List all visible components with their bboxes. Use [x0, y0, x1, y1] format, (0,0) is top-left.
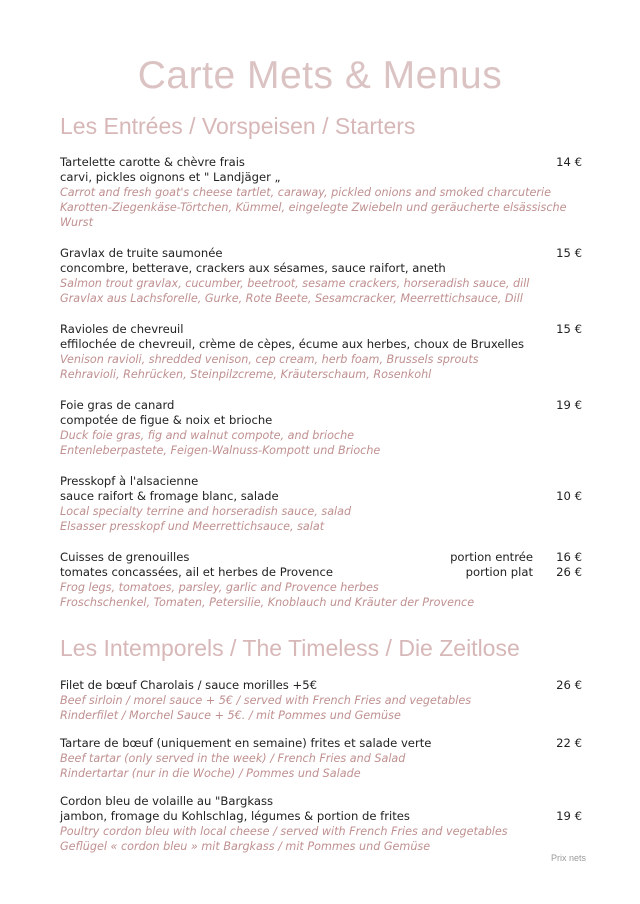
dish-translation	[60, 504, 600, 519]
line-text: Wurst	[60, 216, 93, 229]
line-text: Venison ravioli, shredded venison, cep cream, herb foam, Brussels sprouts	[60, 353, 479, 366]
dish-translation	[60, 428, 600, 443]
dish-translation	[60, 751, 600, 766]
dish-description	[60, 170, 600, 185]
menu-item	[60, 550, 600, 610]
price: 15 €	[556, 246, 582, 260]
line-text: Entenleberpastete, Feigen-Walnuss-Kompott und Brioche	[60, 444, 381, 457]
menu-item	[60, 794, 600, 854]
dish-translation	[60, 200, 600, 215]
line-text: compotée de figue & noix et brioche	[60, 413, 273, 427]
line-text: effilochée de chevreuil, crème de cèpes, écume aux herbes, choux de Bruxelles	[60, 337, 525, 351]
dish-translation	[60, 824, 600, 839]
line-text: Tartare de bœuf (uniquement en semaine) frites et salade verte	[60, 736, 432, 750]
dish-name	[60, 246, 600, 261]
dish-translation	[60, 580, 600, 595]
line-text: Foie gras de canard	[60, 398, 175, 412]
line-text: carvi, pickles oignons et " Landjäger „	[60, 170, 281, 184]
line-text: Rinderfilet / Morchel Sauce + 5€. / mit Pommes und Gemüse	[60, 709, 401, 722]
section-starters	[60, 111, 600, 626]
dish-name	[60, 322, 600, 337]
menu-items	[60, 678, 600, 854]
line-text: Tartelette carotte & chèvre frais	[60, 155, 245, 169]
line-text: Carrot and fresh goat's cheese tartlet, caraway, pickled onions and smoked charcuterie	[60, 186, 551, 199]
dish-name	[60, 550, 600, 565]
dish-name	[60, 736, 600, 751]
portion-label: portion plat	[465, 565, 533, 579]
footer-note: Prix nets	[550, 853, 586, 863]
price: 22 €	[556, 736, 582, 750]
dish-description	[60, 413, 600, 428]
dish-translation	[60, 708, 600, 723]
price: 19 €	[556, 398, 582, 412]
menu-items	[60, 155, 600, 610]
dish-translation	[60, 595, 600, 610]
menu-item	[60, 398, 600, 458]
line-text: Rehravioli, Rehrücken, Steinpilzcreme, Kräuterschaum, Rosenkohl	[60, 368, 432, 381]
line-text: Salmon trout gravlax, cucumber, beetroot, sesame crackers, horseradish sauce, dill	[60, 277, 530, 290]
menu-item	[60, 678, 600, 723]
line-text: Elsasser presskopf und Meerrettichsauce, salat	[60, 520, 325, 533]
dish-translation	[60, 693, 600, 708]
line-text: Local specialty terrine and horseradish sauce, salad	[60, 505, 352, 518]
line-text: Poultry cordon bleu with local cheese / served with French Fries and vegetables	[60, 825, 508, 838]
section-heading: Les Intemporels / The Timeless / Die Zeitlose	[60, 635, 520, 661]
price: 14 €	[556, 155, 582, 169]
dish-translation	[60, 276, 600, 291]
dish-description	[60, 261, 600, 276]
dish-name	[60, 794, 600, 809]
dish-translation	[60, 839, 600, 854]
line-text: Geflügel « cordon bleu » mit Bargkass / mit Pommes und Gemüse	[60, 840, 431, 853]
dish-translation	[60, 367, 600, 382]
line-text: Cuisses de grenouilles	[60, 550, 190, 564]
dish-description	[60, 489, 600, 504]
dish-translation	[60, 766, 600, 781]
dish-translation	[60, 291, 600, 306]
menu-item	[60, 322, 600, 382]
dish-translation	[60, 352, 600, 367]
dish-description	[60, 337, 600, 352]
line-text: Beef tartar (only served in the week) / French Fries and Salad	[60, 752, 406, 765]
line-text: Duck foie gras, fig and walnut compote, and brioche	[60, 429, 355, 442]
page-title: Carte Mets & Menus	[137, 54, 503, 97]
line-text: concombre, betterave, crackers aux sésames, sauce raifort, aneth	[60, 261, 446, 275]
menu-item	[60, 246, 600, 306]
line-text: Gravlax aus Lachsforelle, Gurke, Rote Beete, Sesamcracker, Meerrettichsauce, Dill	[60, 292, 523, 305]
line-text: Presskopf à l'alsacienne	[60, 474, 199, 488]
line-text: Froschschenkel, Tomaten, Petersilie, Knoblauch und Kräuter der Provence	[60, 596, 475, 609]
dish-translation	[60, 185, 600, 200]
line-text: Karotten-Ziegenkäse-Törtchen, Kümmel, eingelegte Zwiebeln und geräucherte elsässische	[60, 201, 567, 214]
line-text: jambon, fromage du Kohlschlag, légumes & portion de frites	[60, 809, 410, 823]
dish-translation	[60, 443, 600, 458]
price: 16 €	[556, 550, 582, 564]
dish-name	[60, 678, 600, 693]
dish-description	[60, 809, 600, 824]
menu-item	[60, 736, 600, 781]
line-text: sauce raifort & fromage blanc, salade	[60, 489, 279, 503]
line-text: Frog legs, tomatoes, parsley, garlic and Provence herbes	[60, 581, 379, 594]
portion-label: portion entrée	[450, 550, 533, 564]
dish-name	[60, 474, 600, 489]
section-timeless	[60, 633, 600, 867]
line-text: Rindertartar (nur in die Woche) / Pommes und Salade	[60, 767, 361, 780]
menu-item	[60, 474, 600, 534]
price: 15 €	[556, 322, 582, 336]
price: 26 €	[556, 678, 582, 692]
dish-translation	[60, 519, 600, 534]
line-text: Gravlax de truite saumonée	[60, 246, 223, 260]
dish-description	[60, 565, 600, 580]
price: 10 €	[556, 489, 582, 503]
line-text: Cordon bleu de volaille au "Bargkass	[60, 794, 274, 808]
dish-name	[60, 155, 600, 170]
dish-translation	[60, 215, 600, 230]
line-text: Ravioles de chevreuil	[60, 322, 184, 336]
dish-name	[60, 398, 600, 413]
line-text: Filet de bœuf Charolais / sauce morilles +5€	[60, 678, 317, 692]
line-text: tomates concassées, ail et herbes de Provence	[60, 565, 333, 579]
price: 26 €	[556, 565, 582, 579]
section-heading: Les Entrées / Vorspeisen / Starters	[60, 113, 416, 139]
line-text: Beef sirloin / morel sauce + 5€ / served with French Fries and vegetables	[60, 694, 472, 707]
price: 19 €	[556, 809, 582, 823]
menu-item	[60, 155, 600, 230]
